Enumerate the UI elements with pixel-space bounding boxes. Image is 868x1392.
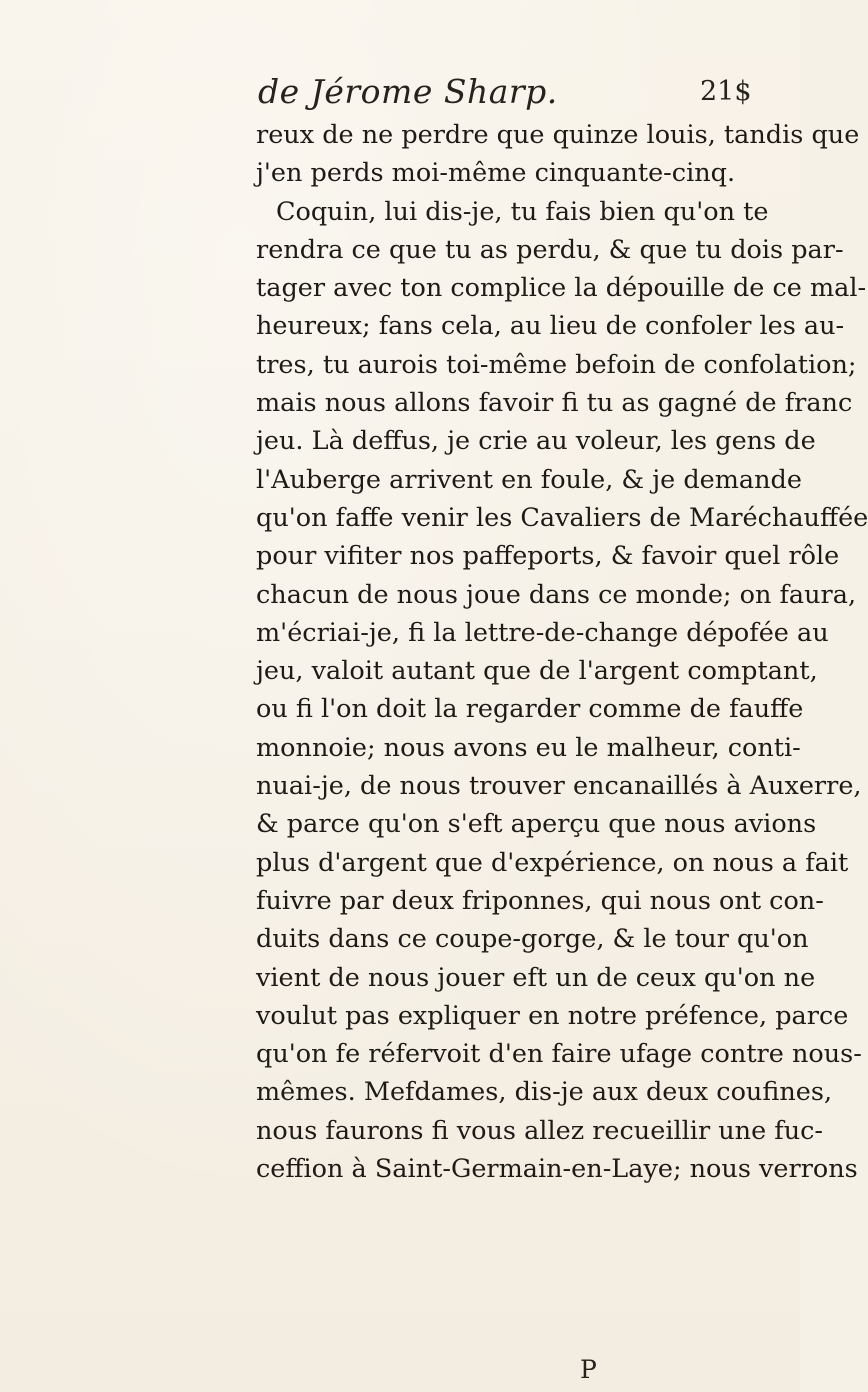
text-line: Coquin, lui dis-je, tu fais bien qu'on te	[276, 196, 769, 227]
signature-mark: P	[580, 1355, 597, 1384]
text-line: m'écriai-je, fi la lettre-de-change dépofée au	[256, 617, 829, 648]
text-line: nuai-je, de nous trouver encanaillés à Auxerre,	[256, 771, 862, 802]
text-line: tres, tu aurois toi-même befoin de confolation;	[256, 349, 857, 380]
text-line: nous faurons fi vous allez recueillir une fuc-	[256, 1115, 824, 1146]
page-number: 21$	[700, 76, 752, 107]
text-line: reux de ne perdre que quinze louis, tandis que	[256, 120, 860, 150]
text-line: vient de nous jouer eft un de ceux qu'on ne	[256, 962, 816, 993]
text-line: monnoie; nous avons eu le malheur, conti-	[256, 732, 801, 763]
text-line: ceffion à Saint-Germain-en-Laye; nous verrons	[256, 1154, 858, 1185]
text-line: ou fi l'on doit la regarder comme de fauffe	[256, 694, 804, 725]
text-line: rendra ce que tu as perdu, & que tu dois par-	[256, 234, 844, 265]
text-line: qu'on faffe venir les Cavaliers de Maréchauffée	[256, 502, 868, 533]
running-head	[0, 72, 800, 116]
text-line: jeu, valoit autant que de l'argent comptant,	[256, 656, 818, 687]
text-line: voulut pas expliquer en notre préfence, parce	[256, 1000, 849, 1031]
text-line: plus d'argent que d'expérience, on nous a fait	[256, 847, 849, 878]
text-line: chacun de nous joue dans ce monde; on faura,	[256, 579, 857, 610]
text-line: heureux; fans cela, au lieu de confoler les au-	[256, 311, 845, 342]
text-line: l'Auberge arrivent en foule, & je demande	[256, 464, 802, 495]
text-line: duits dans ce coupe-gorge, & le tour qu'on	[256, 924, 809, 955]
text-line: mais nous allons favoir fi tu as gagné de franc	[256, 388, 853, 419]
body-text	[256, 116, 868, 1188]
text-line: fuivre par deux friponnes, qui nous ont con-	[256, 885, 824, 916]
text-line: tager avec ton complice la dépouille de ce mal-	[256, 273, 867, 304]
text-line: j'en perds moi-même cinquante-cinq.	[256, 158, 736, 189]
text-line: qu'on fe réfervoit d'en faire ufage contre nous-	[256, 1039, 862, 1070]
text-line: & parce qu'on s'eft aperçu que nous avions	[256, 809, 817, 840]
text-line: jeu. Là deffus, je crie au voleur, les gens de	[256, 426, 816, 457]
text-line: mêmes. Mefdames, dis-je aux deux coufines,	[256, 1077, 833, 1108]
text-line: pour vifiter nos paffeports, & favoir quel rôle	[256, 541, 840, 572]
running-title: de Jérome Sharp.	[258, 72, 558, 111]
